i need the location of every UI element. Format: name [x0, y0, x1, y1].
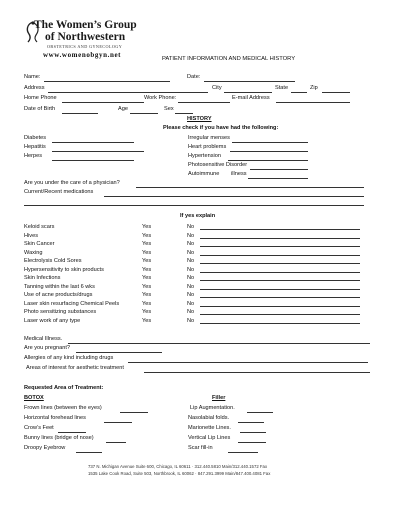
medications-field[interactable]: [104, 196, 364, 197]
medications-label: Current/Recent medications: [24, 189, 94, 195]
dob-field[interactable]: [62, 113, 98, 114]
address-field[interactable]: [48, 92, 208, 93]
condition-checkline[interactable]: [230, 151, 308, 152]
yes-option[interactable]: Yes: [142, 232, 152, 239]
botox-item-field[interactable]: [104, 422, 132, 423]
explain-field[interactable]: [200, 238, 360, 239]
table-row: [24, 309, 364, 316]
explain-field[interactable]: [200, 263, 360, 264]
sex-label: Sex: [164, 106, 174, 112]
condition-name: Use of acne products/drugs: [24, 292, 93, 298]
name-label: Name:: [24, 74, 41, 80]
pregnant-field[interactable]: [76, 352, 162, 353]
date-field[interactable]: [204, 81, 295, 82]
explain-field[interactable]: [200, 314, 360, 315]
botox-heading: BOTOX: [24, 395, 44, 401]
table-row: [24, 250, 364, 257]
age-field[interactable]: [130, 113, 158, 114]
condition-checkline[interactable]: [52, 151, 144, 152]
sex-field[interactable]: [175, 113, 193, 114]
table-row: [24, 318, 364, 325]
history-instruction: Please check if you have had the following:: [163, 125, 279, 131]
footer-line2: 1535 Lake Cook Road, Suite 503, Northbrook, IL 60062 · 847.291.3999 Main/847.400.4081 Fax: [88, 471, 271, 476]
explain-field[interactable]: [200, 280, 360, 281]
botox-item: Bunny lines (bridge of nose): [24, 435, 94, 441]
botox-item-field[interactable]: [76, 452, 102, 453]
condition-checkline[interactable]: [52, 142, 134, 143]
yes-option[interactable]: Yes: [142, 292, 152, 298]
condition-name: Skin Infections: [24, 275, 61, 281]
no-option[interactable]: No: [187, 283, 195, 290]
age-label: Age: [118, 106, 128, 112]
yes-option[interactable]: Yes: [142, 241, 152, 247]
no-option[interactable]: No: [187, 275, 195, 281]
allergies-label: Allergies of any kind including drugs: [24, 355, 114, 361]
allergies-field[interactable]: [128, 362, 368, 363]
logo-line1: The Women’s Group: [34, 19, 137, 31]
physician-question: Are you under the care of a physician?: [24, 180, 120, 186]
zip-field[interactable]: [322, 92, 350, 93]
table-row: [24, 275, 364, 282]
no-option[interactable]: No: [187, 309, 195, 315]
explain-field[interactable]: [200, 229, 360, 230]
pregnant-label: Are you pregnant?: [24, 345, 71, 351]
no-option[interactable]: No: [187, 300, 195, 307]
condition-name: Hives: [24, 232, 38, 239]
explain-field[interactable]: [200, 255, 360, 256]
yes-option[interactable]: Yes: [142, 249, 152, 256]
filler-item: Scar fill-in: [188, 445, 213, 451]
condition-label: Hypertension: [188, 153, 221, 159]
condition-name: Waxing: [24, 249, 43, 256]
no-option[interactable]: No: [187, 241, 195, 247]
areas-interest-field[interactable]: [144, 372, 370, 373]
yes-option[interactable]: Yes: [142, 309, 152, 315]
table-row: [24, 258, 364, 265]
yes-option[interactable]: Yes: [142, 275, 152, 281]
illness-label: illness: [231, 171, 247, 177]
name-field[interactable]: [44, 81, 170, 82]
logo-website: www.womenobgyn.net: [43, 51, 122, 59]
filler-heading: Filler: [212, 395, 226, 401]
condition-name: Laser work of any type: [24, 317, 81, 324]
explain-field[interactable]: [200, 323, 360, 324]
botox-item-field[interactable]: [106, 442, 126, 443]
areas-interest-label: Areas of interest for aesthetic treatment: [26, 365, 124, 371]
form-title: PATIENT INFORMATION AND MEDICAL HISTORY: [162, 56, 296, 62]
logo-line2: of Northwestern: [45, 31, 126, 43]
treatment-heading: Requested Area of Treatment:: [24, 385, 104, 391]
home-phone-field[interactable]: [62, 102, 144, 103]
explain-field[interactable]: [200, 297, 360, 298]
email-label: E-mail Address: [232, 95, 270, 101]
no-option[interactable]: No: [187, 317, 195, 324]
physician-field[interactable]: [136, 187, 364, 188]
autoimmune-label: Autoimmune: [188, 171, 220, 177]
condition-label: Irregular menses: [188, 135, 230, 141]
yes-option[interactable]: Yes: [142, 266, 152, 273]
footer-line1: 737 N. Michigan Avenue Suite 600, Chicago, IL 60611 · 312.440.5810 Main/312.440.1572 Fax: [88, 464, 268, 469]
condition-label: Diabetes: [24, 135, 47, 141]
work-phone-label: Work Phone:: [144, 95, 177, 101]
zip-label: Zip: [310, 85, 318, 91]
botox-item: Frown lines (between the eyes): [24, 405, 102, 411]
explain-field[interactable]: [200, 272, 360, 273]
address-label: Address: [24, 85, 45, 91]
condition-name: Electrolysis Cold Sores: [24, 258, 82, 264]
filler-item: Nasolabial folds.: [188, 415, 230, 421]
table-row: [24, 301, 364, 308]
explain-field[interactable]: [200, 306, 360, 307]
state-field[interactable]: [291, 92, 307, 93]
dob-label: Date of Birth: [24, 106, 56, 112]
logo-tagline: OBSTETRICS AND GYNECOLOGY: [47, 44, 123, 49]
medications-field-2[interactable]: [24, 205, 364, 206]
no-option[interactable]: No: [187, 292, 195, 298]
botox-item-field[interactable]: [58, 432, 86, 433]
table-row: [24, 292, 364, 299]
yes-option[interactable]: Yes: [142, 317, 152, 324]
condition-name: Keloid scars: [24, 224, 55, 230]
state-label: State: [275, 85, 289, 91]
history-heading: HISTORY: [187, 116, 212, 122]
filler-item: Lip Augmentation.: [190, 405, 235, 411]
no-option[interactable]: No: [187, 258, 195, 264]
condition-name: Photo sensitizing substances: [24, 309, 97, 315]
no-option[interactable]: No: [187, 249, 195, 256]
botox-item: Crow’s Feet: [24, 425, 54, 431]
condition-name: Laser skin resurfacing Chemical Peels: [24, 300, 120, 307]
condition-checkline[interactable]: [232, 142, 308, 143]
no-option[interactable]: No: [187, 224, 195, 230]
yes-option[interactable]: Yes: [142, 300, 152, 307]
condition-checkline[interactable]: [228, 160, 308, 161]
city-label: City: [212, 85, 222, 91]
filler-item: Vertical Lip Lines: [188, 435, 231, 441]
condition-label: Photosensitive Disorder: [188, 162, 248, 168]
filler-item-field[interactable]: [247, 412, 273, 413]
home-phone-label: Home Phone: [24, 95, 57, 101]
condition-name: Tanning within the last 6 wks: [24, 283, 95, 290]
yes-option[interactable]: Yes: [142, 224, 152, 230]
table-row: [24, 241, 364, 248]
no-option[interactable]: No: [187, 232, 195, 239]
medical-illness-field[interactable]: [68, 343, 370, 344]
condition-name: Hypersensitivity to skin products: [24, 266, 104, 273]
date-label: Date:: [187, 74, 201, 80]
condition-checkline[interactable]: [250, 169, 308, 170]
filler-item-field[interactable]: [228, 452, 258, 453]
explain-field[interactable]: [200, 246, 360, 247]
medical-illness-label: Medical Illness.: [24, 336, 63, 342]
no-option[interactable]: No: [187, 266, 195, 273]
table-row: [24, 267, 364, 274]
yes-option[interactable]: Yes: [142, 258, 152, 264]
filler-item-field[interactable]: [240, 432, 266, 433]
email-field[interactable]: [276, 102, 350, 103]
condition-label: Herpes: [24, 153, 43, 159]
condition-label: Heart problems: [188, 144, 227, 150]
yes-option[interactable]: Yes: [142, 283, 152, 290]
work-phone-field[interactable]: [178, 102, 230, 103]
city-field[interactable]: [224, 92, 272, 93]
condition-checkline[interactable]: [52, 160, 134, 161]
table-row: [24, 233, 364, 240]
table-row: [24, 284, 364, 291]
filler-item: Marionette Lines.: [188, 425, 231, 431]
condition-name: Skin Cancer: [24, 241, 55, 247]
botox-item: Droopy Eyebrow: [24, 445, 66, 451]
condition-label: Hepatitis: [24, 144, 46, 150]
table-header-explain: If yes explain: [180, 213, 216, 219]
botox-item: Horizontal forehead lines: [24, 415, 86, 421]
table-row: [24, 224, 364, 231]
filler-item-field[interactable]: [238, 422, 264, 423]
filler-item-field[interactable]: [238, 442, 266, 443]
botox-item-field[interactable]: [120, 412, 148, 413]
autoimmune-field[interactable]: [248, 178, 308, 179]
explain-field[interactable]: [200, 289, 360, 290]
